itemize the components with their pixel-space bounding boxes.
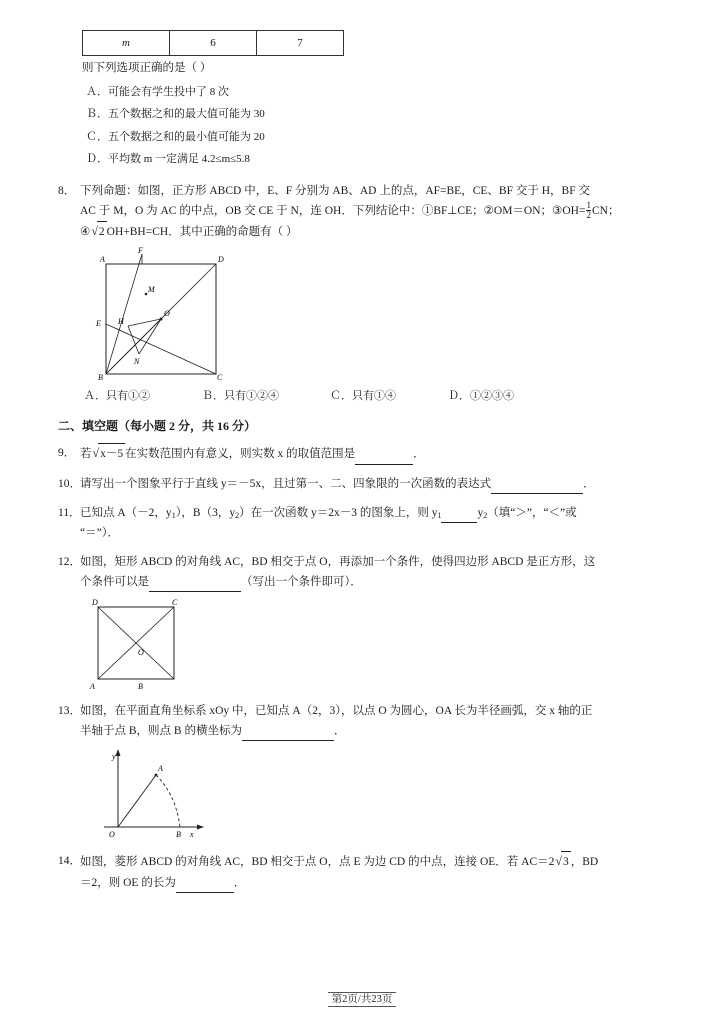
q13-number: 13． <box>58 705 81 718</box>
table-cell: 6 <box>170 31 257 56</box>
q11-text-e: （填“＞”，“＜”或 <box>487 506 577 519</box>
sqrt-symbol: √2 <box>90 221 106 242</box>
table-cell <box>83 31 170 56</box>
q13-diagram <box>84 747 234 839</box>
q8-number: 8． <box>58 184 76 197</box>
q7-option-b: Ｂ．五个数据之和的最大值可能为 30 <box>86 108 265 121</box>
q11-text-d: y <box>477 506 484 519</box>
q11-number: 11． <box>58 506 81 519</box>
q8-answer-c: Ｃ．只有①④ <box>330 390 396 403</box>
q14-body <box>58 851 668 892</box>
answer-blank <box>149 580 241 592</box>
q13-figure <box>84 747 668 839</box>
svg-text:B: B <box>138 682 143 692</box>
q11-sub-3: 1 <box>437 510 442 520</box>
q8-answer-d: Ｄ．①②③④ <box>448 390 514 403</box>
q10-number: 10． <box>58 477 81 490</box>
q11-sub-4: 2 <box>483 510 488 520</box>
table-row <box>83 31 344 56</box>
q11-text-b: ），B（3，y <box>175 506 236 519</box>
svg-text:D: D <box>218 255 224 265</box>
question-13 <box>58 701 668 741</box>
q8-answer-row <box>84 387 668 403</box>
q8-oh-label: OH= <box>562 205 586 218</box>
q14-coefficient: 2 <box>548 856 555 869</box>
svg-text:y: y <box>112 752 116 762</box>
data-table-q7 <box>82 30 344 56</box>
svg-text:E: E <box>96 319 101 329</box>
q10-body: 10． 请写出一个图象平行于直线 y＝－5x，且过第一、二、四象限的一次函数的表达式 ． <box>80 474 668 494</box>
question-12 <box>58 552 668 592</box>
q7-option-d: Ｄ．平均数 m 一定满足 4.2≤m≤5.8 <box>86 153 250 166</box>
q7-option-c: Ｃ．五个数据之和的最小值可能为 20 <box>86 130 265 143</box>
svg-text:O: O <box>138 648 144 658</box>
q8-figure <box>84 246 668 381</box>
svg-text:O: O <box>164 309 170 319</box>
section-2-title: 二、填空题（每小题 2 分，共 16 分） <box>58 419 257 434</box>
svg-text:B: B <box>98 373 103 382</box>
q14-line2-a: ＝2，则 OE 的长为 <box>80 876 176 889</box>
q13-body <box>58 701 668 741</box>
question-10 <box>58 474 668 494</box>
q8-line2 <box>80 199 620 221</box>
q11-text-a: 已知点 A（－2，y <box>80 506 172 519</box>
table-cell: 7 <box>257 31 344 56</box>
svg-text:N: N <box>134 357 140 367</box>
question-9 <box>58 443 668 464</box>
page-footer <box>0 991 724 1006</box>
question-8 <box>58 181 668 243</box>
q12-body <box>58 552 668 592</box>
page-content <box>58 30 668 893</box>
fraction-half <box>586 201 591 221</box>
q9-pre: 若 <box>80 448 92 461</box>
q9-number: 9． <box>58 447 76 460</box>
q12-line1: 如图，矩形 ABCD 的对角线 AC，BD 相交于点 O，再添加一个条件，使得四边形 ABCD 是正方形，这 <box>80 555 596 568</box>
q12-figure <box>82 597 668 692</box>
sqrt-symbol: √x－5 <box>92 443 126 464</box>
q11-text-c: ）在一次函数 y＝2x－3 的图象上，则 y <box>239 506 438 519</box>
q12-number: 12． <box>58 555 81 568</box>
q11-sub-2: 2 <box>235 510 240 520</box>
q8-line2-text: AC 于 M，O 为 AC 的中点，OB 交 CE 于 N，连 OH．下列结论中：①BF⊥CE；②OM＝ON；③ <box>80 205 563 218</box>
question-11 <box>58 503 668 543</box>
q13-line1: 如图，在平面直角坐标系 xOy 中，已知点 A（2，3），以点 O 为圆心，OA 长为半径画弧，交 x 轴的正 <box>80 705 593 718</box>
svg-text:F: F <box>138 246 143 256</box>
q8-line3-pre: ④ <box>80 226 91 239</box>
q8-line2-tail: CN； <box>591 205 620 218</box>
q11-sub-1: 1 <box>171 510 176 520</box>
sqrt-symbol: √3 <box>554 851 570 872</box>
q14-line2-b: ． <box>233 876 246 889</box>
q7-option-a: Ａ．可能会有学生投中了 8 次 <box>86 85 229 98</box>
answer-blank <box>242 729 334 741</box>
q12-line2-b: （写出一个条件即可）． <box>241 576 362 589</box>
q8-body <box>58 181 668 243</box>
svg-text:D: D <box>92 598 98 608</box>
q8-answer-b: Ｂ．只有①②④ <box>202 390 279 403</box>
q13-line2-a: 半轴于点 B，则点 B 的横坐标为 <box>80 725 242 738</box>
svg-text:M: M <box>148 285 155 295</box>
q8-line3-mid: OH+BH=CH．其中正确的命题有（ ） <box>106 226 298 239</box>
q14-line1-b: ，BD <box>570 856 599 869</box>
table-cell-text: m <box>122 37 130 49</box>
fraction-denominator: 2 <box>586 210 591 221</box>
answer-blank <box>441 511 477 523</box>
q8-diagram <box>84 246 264 381</box>
q7-stem: 则下列选项正确的是（ ） <box>82 62 212 74</box>
svg-text:C: C <box>172 598 178 608</box>
svg-text:A: A <box>158 764 163 774</box>
q14-number: 14． <box>58 855 81 868</box>
svg-text:B: B <box>176 830 181 840</box>
sqrt-radicand: x－5 <box>98 443 125 464</box>
q10-text: 请写出一个图象平行于直线 y＝－5x，且过第一、二、四象限的一次函数的表达式 <box>80 477 492 490</box>
svg-text:O: O <box>109 830 115 840</box>
sqrt-radicand: 3 <box>561 851 571 872</box>
q8-line1: 下列命题：如图，正方形 ABCD 中，E、F 分别为 AB、AD 上的点，AF=BE，CE、BF 交于 H，BF 交 <box>80 184 590 197</box>
svg-text:x: x <box>190 830 194 840</box>
page-number: 第2页/共23页 <box>328 992 397 1007</box>
q13-line2-b: ． <box>333 725 346 738</box>
answer-blank <box>176 881 234 893</box>
svg-text:H: H <box>118 317 124 327</box>
sqrt-radicand: 2 <box>97 221 107 242</box>
answer-blank <box>491 482 583 494</box>
svg-text:C: C <box>217 373 223 382</box>
fraction-numerator: 1 <box>586 199 591 210</box>
q11-line2: “＝”）． <box>80 526 119 539</box>
svg-text:A: A <box>100 255 105 265</box>
answer-blank <box>355 453 413 465</box>
q14-line1-a: 如图，菱形 ABCD 的对角线 AC，BD 相交于点 O，点 E 为边 CD 的中点，连接 OE．若 AC＝ <box>80 856 549 869</box>
q11-body <box>58 503 668 543</box>
q8-answer-a: Ａ．只有①② <box>84 390 150 403</box>
question-14 <box>58 851 668 892</box>
q12-line2-a: 个条件可以是 <box>80 576 149 589</box>
q9-post: 在实数范围内有意义，则实数 x 的取值范围是 <box>125 448 356 461</box>
svg-text:A: A <box>90 682 95 692</box>
q9-body: 9． 若√x－5 在实数范围内有意义，则实数 x 的取值范围是 ． <box>80 443 668 464</box>
q12-diagram <box>82 597 212 692</box>
q8-line3 <box>80 226 298 238</box>
